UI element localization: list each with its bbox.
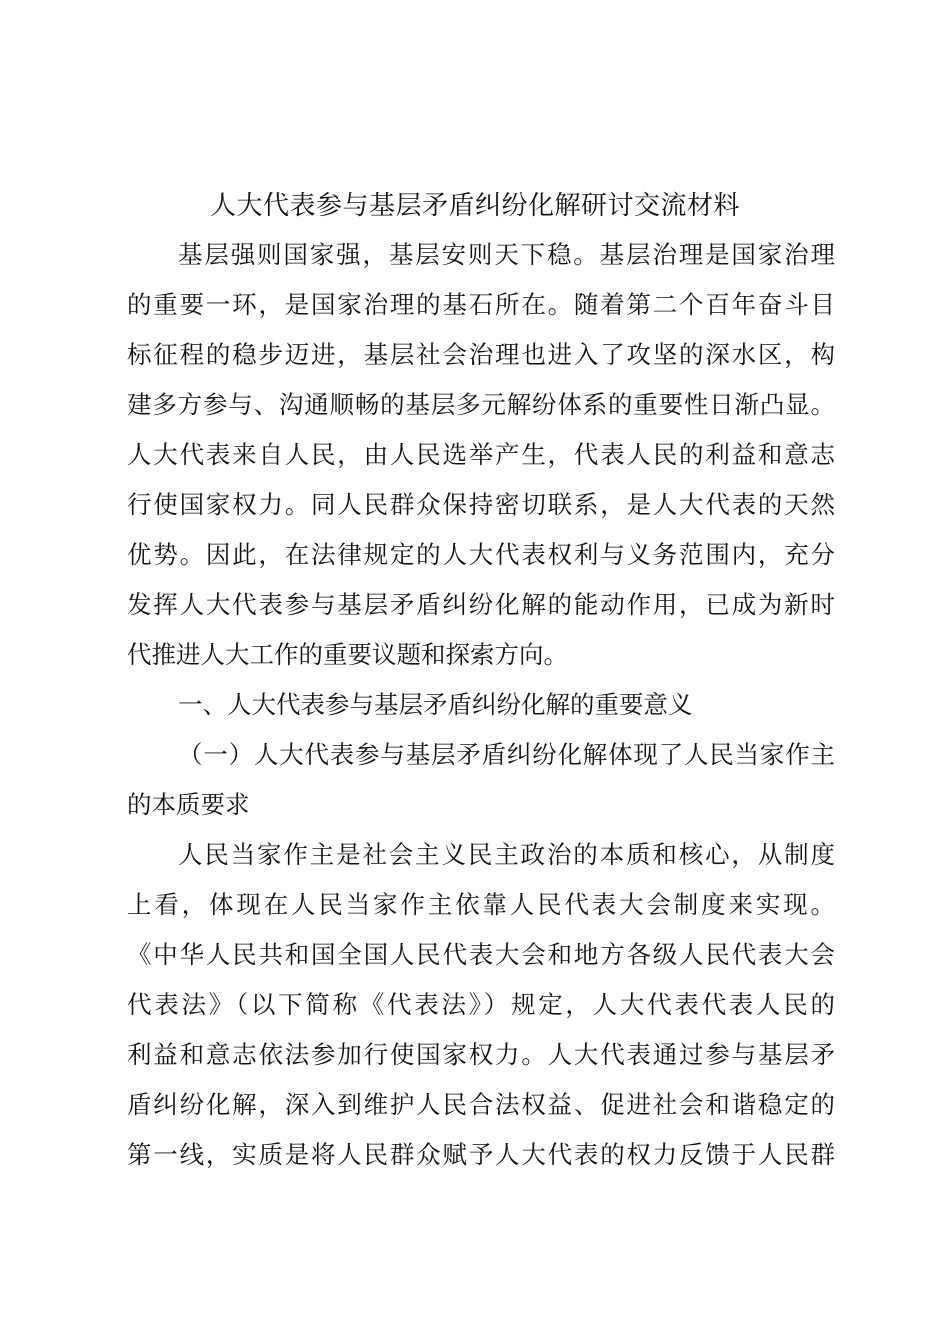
paragraph-line: 利益和意志依法参加行使国家权力。人大代表通过参与基层矛 xyxy=(127,1040,835,1069)
paragraph-line: 的重要一环，是国家治理的基石所在。随着第二个百年奋斗目 xyxy=(127,290,835,319)
paragraph-line: 基层强则国家强，基层安则天下稳。基层治理是国家治理 xyxy=(178,240,835,269)
paragraph-line: 第一线，实质是将人民群众赋予人大代表的权力反馈于人民群 xyxy=(127,1140,835,1169)
paragraph-line: 《中华人民共和国全国人民代表大会和地方各级人民代表大会 xyxy=(127,940,835,969)
paragraph-line: 建多方参与、沟通顺畅的基层多元解纷体系的重要性日渐凸显。 xyxy=(127,390,835,419)
paragraph-line: 人大代表来自人民，由人民选举产生，代表人民的利益和意志 xyxy=(127,440,835,469)
paragraph-line: 盾纠纷化解，深入到维护人民合法权益、促进社会和谐稳定的 xyxy=(127,1090,835,1119)
paragraph-line: 标征程的稳步迈进，基层社会治理也进入了攻坚的深水区，构 xyxy=(127,340,835,369)
paragraph-line: 优势。因此，在法律规定的人大代表权利与义务范围内，充分 xyxy=(127,540,835,569)
section-heading: 一、人大代表参与基层矛盾纠纷化解的重要意义 xyxy=(178,690,693,719)
document-title: 人大代表参与基层矛盾纠纷化解研讨交流材料 xyxy=(209,191,740,221)
paragraph-line: 发挥人大代表参与基层矛盾纠纷化解的能动作用，已成为新时 xyxy=(127,590,835,619)
subsection-heading-continued: 的本质要求 xyxy=(127,790,250,819)
subsection-heading: （一）人大代表参与基层矛盾纠纷化解体现了人民当家作主 xyxy=(178,740,835,769)
paragraph-line: 代表法》（以下简称《代表法》）规定，人大代表代表人民的 xyxy=(127,990,835,1019)
paragraph-line: 上看，体现在人民当家作主依靠人民代表大会制度来实现。 xyxy=(127,890,835,919)
paragraph-line: 人民当家作主是社会主义民主政治的本质和核心，从制度 xyxy=(178,840,835,869)
paragraph-line: 行使国家权力。同人民群众保持密切联系，是人大代表的天然 xyxy=(127,490,835,519)
paragraph-line: 代推进人大工作的重要议题和探索方向。 xyxy=(127,640,568,669)
